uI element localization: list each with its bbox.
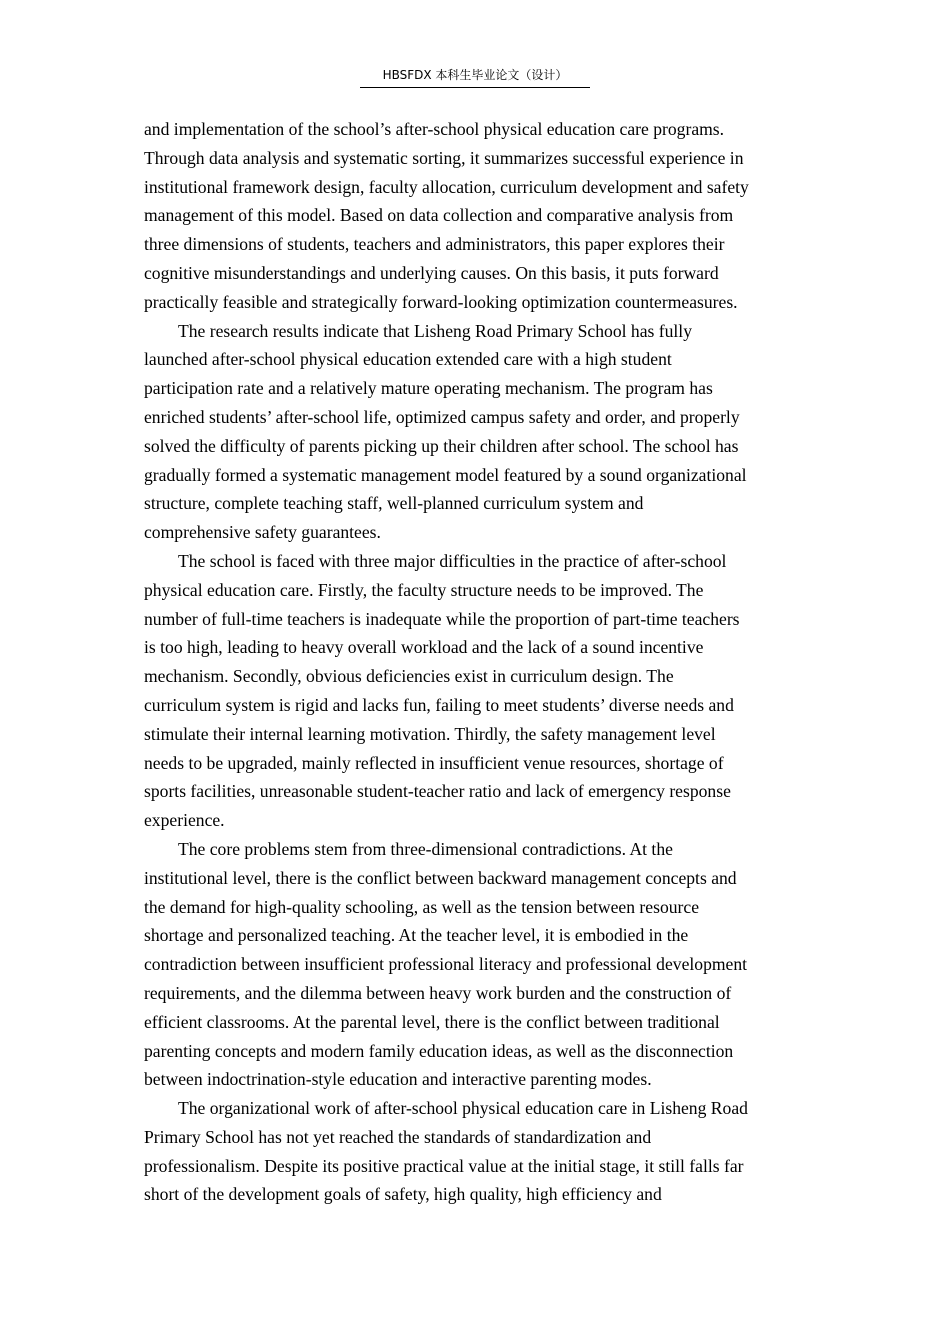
text-line: and implementation of the school’s after-school physical education care programs. <box>144 119 725 139</box>
text-line: structure, complete teaching staff, well-planned curriculum system and <box>144 493 644 514</box>
text-line: institutional level, there is the conflict between backward management concepts and <box>144 867 737 888</box>
text-line: stimulate their internal learning motivation. Thirdly, the safety management level <box>144 723 716 744</box>
paragraph-3 <box>144 547 806 835</box>
text-line: parenting concepts and modern family education ideas, as well as the disconnection <box>144 1040 734 1061</box>
text-line: the demand for high-quality schooling, as well as the tension between resource <box>144 896 700 917</box>
text-line: mechanism. Secondly, obvious deficiencies exist in curriculum design. The <box>144 666 674 687</box>
paragraph-5 <box>144 1094 806 1209</box>
text-line: The school is faced with three major difficulties in the practice of after-school <box>178 550 727 571</box>
text-line: launched after-school physical education extended care with a high student <box>144 349 672 370</box>
text-line: participation rate and a relatively mature operating mechanism. The program has <box>144 378 713 399</box>
paragraph-1 <box>144 115 806 317</box>
text-line: solved the difficulty of parents picking up their children after school. The school has <box>144 435 739 456</box>
text-line: The core problems stem from three-dimensional contradictions. At the <box>178 838 673 859</box>
text-line: contradiction between insufficient professional literacy and professional development <box>144 954 748 975</box>
text-line: three dimensions of students, teachers and administrators, this paper explores their <box>144 234 725 255</box>
text-line: management of this model. Based on data collection and comparative analysis from <box>144 205 734 226</box>
text-line: Primary School has not yet reached the standards of standardization and <box>144 1126 652 1147</box>
text-line: practically feasible and strategically forward-looking optimization countermeasures. <box>144 291 738 312</box>
text-line: is too high, leading to heavy overall workload and the lack of a sound incentive <box>144 637 704 658</box>
running-header: HBSFDX 本科生毕业论文（设计） <box>360 66 590 88</box>
paragraph-4 <box>144 835 806 1094</box>
text-line: efficient classrooms. At the parental level, there is the conflict between traditional <box>144 1011 720 1032</box>
text-line: physical education care. Firstly, the faculty structure needs to be improved. The <box>144 579 704 600</box>
text-line: The organizational work of after-school physical education care in Lisheng Road <box>178 1098 748 1119</box>
text-line: experience. <box>144 810 225 831</box>
text-line: professionalism. Despite its positive practical value at the initial stage, it still falls far <box>144 1155 744 1176</box>
text-line: short of the development goals of safety, high quality, high efficiency and <box>144 1184 662 1205</box>
text-line: needs to be upgraded, mainly reflected in insufficient venue resources, shortage of <box>144 752 724 773</box>
text-line: number of full-time teachers is inadequate while the proportion of part-time teachers <box>144 608 740 629</box>
text-line: comprehensive safety guarantees. <box>144 522 381 543</box>
text-line: sports facilities, unreasonable student-teacher ratio and lack of emergency response <box>144 781 731 802</box>
text-line: gradually formed a systematic management model featured by a sound organizational <box>144 464 747 485</box>
text-line: enriched students’ after-school life, optimized campus safety and order, and properly <box>144 406 740 427</box>
text-line: cognitive misunderstandings and underlying causes. On this basis, it puts forward <box>144 262 719 283</box>
text-line: curriculum system is rigid and lacks fun, failing to meet students’ diverse needs and <box>144 694 734 715</box>
text-line: requirements, and the dilemma between heavy work burden and the construction of <box>144 982 732 1003</box>
text-line: The research results indicate that Lisheng Road Primary School has fully <box>178 320 692 341</box>
text-line: between indoctrination-style education and interactive parenting modes. <box>144 1069 652 1090</box>
paragraph-2 <box>144 317 806 547</box>
body-text <box>144 115 806 1209</box>
text-line: Through data analysis and systematic sorting, it summarizes successful experience in <box>144 147 744 168</box>
text-line: shortage and personalized teaching. At the teacher level, it is embodied in the <box>144 925 689 946</box>
text-line: institutional framework design, faculty allocation, curriculum development and safety <box>144 176 749 197</box>
